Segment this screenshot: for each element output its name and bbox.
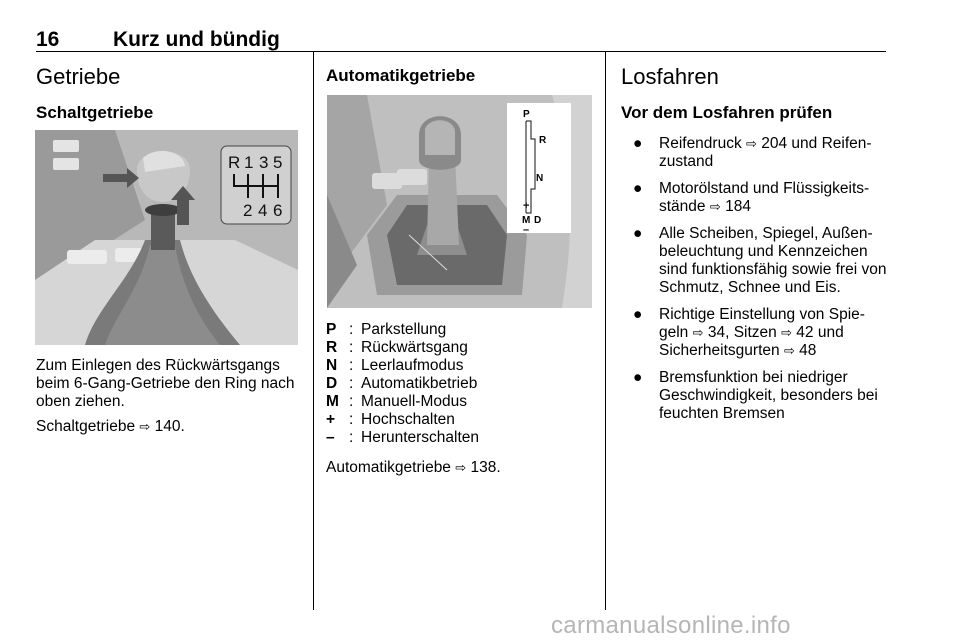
gear-label-6: 6: [273, 201, 283, 220]
gate-label-m: M: [522, 215, 531, 226]
legend-text: Automatikbetrieb: [361, 375, 478, 392]
page-ref-arrow-icon: ⇨: [781, 325, 792, 340]
ref-page: 138.: [466, 459, 501, 476]
legend-colon: :: [349, 429, 354, 446]
legend-text: Manuell-Modus: [361, 393, 467, 410]
legend-symbol: D: [326, 375, 338, 392]
list-item: [629, 180, 891, 216]
manual-gearbox-reference[interactable]: [36, 418, 185, 436]
pre-drive-checklist: [629, 135, 891, 432]
subheading-vor-dem-losfahren: Vor dem Losfahren prüfen: [621, 103, 833, 122]
gear-label-2: 2: [243, 201, 253, 220]
legend-symbol: –: [326, 429, 335, 446]
text-line: Zum Einlegen des Rückwärtsgangs: [36, 357, 280, 374]
page-ref-arrow-icon: ⇨: [455, 460, 467, 475]
ref-text: Automatikgetriebe: [326, 459, 456, 476]
watermark: carmanualsonline.info: [551, 612, 791, 639]
manual-gearshift-figure: [35, 130, 298, 345]
automatic-gearshift-illustration: [327, 95, 592, 308]
gear-label-5: 5: [273, 153, 283, 172]
gate-label-d: D: [534, 215, 542, 226]
reverse-gear-instruction: [36, 357, 306, 411]
gear-label-1: 1: [244, 153, 254, 172]
text-line: Schmutz, Schnee und Eis.: [659, 279, 841, 296]
legend-symbol: N: [326, 357, 338, 374]
legend-symbol: R: [326, 339, 338, 356]
text-line: feuchten Bremsen: [659, 405, 785, 422]
text-line: sind funktionsfähig sowie frei von: [659, 261, 887, 278]
manual-gearshift-illustration: [35, 130, 298, 345]
legend-row: [326, 375, 479, 393]
legend-colon: :: [349, 321, 354, 338]
subheading-schaltgetriebe: Schaltgetriebe: [36, 103, 154, 122]
page-number: 16: [36, 28, 60, 51]
gear-label-3: 3: [259, 153, 269, 172]
text-line: Richtige Einstellung von Spie-: [659, 306, 865, 323]
legend-colon: :: [349, 339, 354, 356]
text-line: stände ⇨ 184: [659, 198, 751, 215]
text-line: geln ⇨ 34, Sitzen ⇨ 42 und: [659, 324, 844, 341]
text-line: Sicherheitsgurten ⇨ 48: [659, 342, 817, 359]
legend-row: [326, 339, 479, 357]
legend-text: Rückwärtsgang: [361, 339, 468, 356]
legend-row: [326, 411, 479, 429]
legend-text: Leerlaufmodus: [361, 357, 464, 374]
list-item: [629, 225, 891, 297]
legend-text: Hochschalten: [361, 411, 455, 428]
ref-page: 140.: [150, 418, 185, 435]
text-line: beleuchtung und Kennzeichen: [659, 243, 868, 260]
gate-label-p: P: [523, 109, 530, 120]
legend-row: [326, 357, 479, 375]
section-heading-getriebe: Getriebe: [36, 64, 121, 89]
legend-symbol: P: [326, 321, 337, 338]
text-line: beim 6-Gang-Getriebe den Ring nach: [36, 375, 295, 392]
list-item: [629, 369, 891, 423]
list-item: [629, 135, 891, 171]
gear-label-r: R: [228, 153, 241, 172]
page-ref-arrow-icon: ⇨: [139, 419, 151, 434]
legend-row: [326, 321, 479, 339]
page-ref-arrow-icon: ⇨: [783, 343, 795, 358]
ref-text: Schaltgetriebe: [36, 418, 140, 435]
page-ref-arrow-icon: ⇨: [746, 136, 757, 151]
legend-symbol: M: [326, 393, 339, 410]
legend-text: Herunterschalten: [361, 429, 480, 446]
bullet-icon: ●: [633, 135, 643, 152]
text-line: zustand: [659, 153, 714, 170]
gate-label-n: N: [536, 173, 544, 184]
bullet-icon: ●: [633, 180, 643, 197]
text-line: Reifendruck ⇨ 204 und Reifen-: [659, 135, 872, 152]
legend-colon: :: [349, 393, 354, 410]
automatic-gearshift-figure: [327, 95, 592, 308]
page-header-title: Kurz und bündig: [113, 28, 280, 51]
section-heading-losfahren: Losfahren: [621, 64, 719, 89]
gate-label-minus: –: [523, 224, 530, 236]
gate-label-r: R: [539, 135, 547, 146]
bullet-icon: ●: [633, 306, 643, 323]
header-rule: [36, 51, 886, 52]
legend-colon: :: [349, 375, 354, 392]
shift-position-legend: [326, 321, 479, 447]
list-item: [629, 306, 891, 360]
legend-row: [326, 393, 479, 411]
bullet-icon: ●: [633, 369, 643, 386]
legend-colon: :: [349, 411, 354, 428]
legend-text: Parkstellung: [361, 321, 447, 338]
gear-label-4: 4: [258, 201, 268, 220]
text-line: Alle Scheiben, Spiegel, Außen-: [659, 225, 873, 242]
text-line: Geschwindigkeit, besonders bei: [659, 387, 878, 404]
subheading-automatikgetriebe: Automatikgetriebe: [326, 66, 476, 85]
text-line: oben ziehen.: [36, 393, 125, 410]
gate-label-plus: +: [523, 200, 530, 212]
page-ref-arrow-icon: ⇨: [692, 325, 704, 340]
column-divider-2: [605, 52, 606, 610]
legend-row: [326, 429, 479, 447]
text-line: Bremsfunktion bei niedriger: [659, 369, 848, 386]
automatic-gearbox-reference[interactable]: [326, 459, 501, 477]
legend-colon: :: [349, 357, 354, 374]
legend-symbol: +: [326, 411, 336, 428]
page-ref-arrow-icon: ⇨: [709, 199, 721, 214]
text-line: Motorölstand und Flüssigkeits-: [659, 180, 870, 197]
bullet-icon: ●: [633, 225, 643, 242]
column-divider-1: [313, 52, 314, 610]
